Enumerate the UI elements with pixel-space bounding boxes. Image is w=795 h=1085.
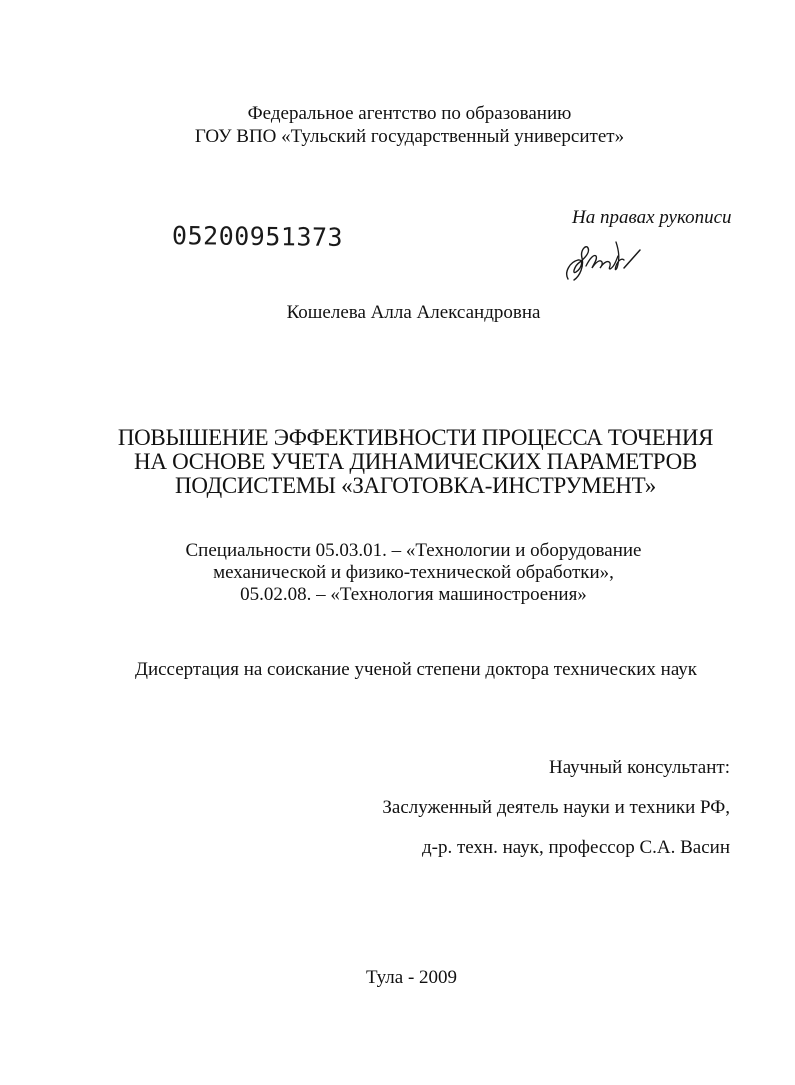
city-year	[0, 967, 795, 989]
title-line-2: НА ОСНОВЕ УЧЕТА ДИНАМИЧЕСКИХ ПАРАМЕТРОВ	[134, 449, 697, 474]
title-line-1: ПОВЫШЕНИЕ ЭФФЕКТИВНОСТИ ПРОЦЕССА ТОЧЕНИЯ	[117, 425, 714, 450]
title-line-3: ПОДСИСТЕМЫ «ЗАГОТОВКА-ИНСТРУМЕНТ»	[175, 473, 656, 498]
specialty-line-1: Специальности 05.03.01. – «Технологии и оборудование	[185, 540, 642, 561]
dissertation-title	[0, 426, 795, 498]
author-name-text: Кошелева Алла Александровна	[286, 302, 541, 323]
specialty-line-3: 05.02.08. – «Технология машиностроения»	[240, 584, 587, 605]
specialty-line-2: механической и физико-технической обработки»,	[213, 562, 614, 583]
manuscript-label: На правах рукописи	[572, 207, 732, 228]
specialty-block	[0, 540, 795, 606]
author-name	[0, 302, 795, 324]
document-number-stamp: 05200951373	[171, 221, 344, 252]
consultant-name: д-р. техн. наук, профессор С.А. Васин	[421, 837, 730, 858]
signature-icon	[560, 232, 650, 287]
dissertation-degree-line: Диссертация на соискание ученой степени доктора технических наук	[135, 659, 698, 680]
consultant-label: Научный консультант:	[548, 757, 730, 778]
consultant-title: Заслуженный деятель науки и техники РФ,	[382, 797, 730, 818]
agency-line-1: Федеральное агентство по образованию	[247, 103, 572, 124]
city-year-text: Тула - 2009	[365, 967, 458, 988]
agency-line-2: ГОУ ВПО «Тульский государственный университет»	[194, 126, 625, 147]
